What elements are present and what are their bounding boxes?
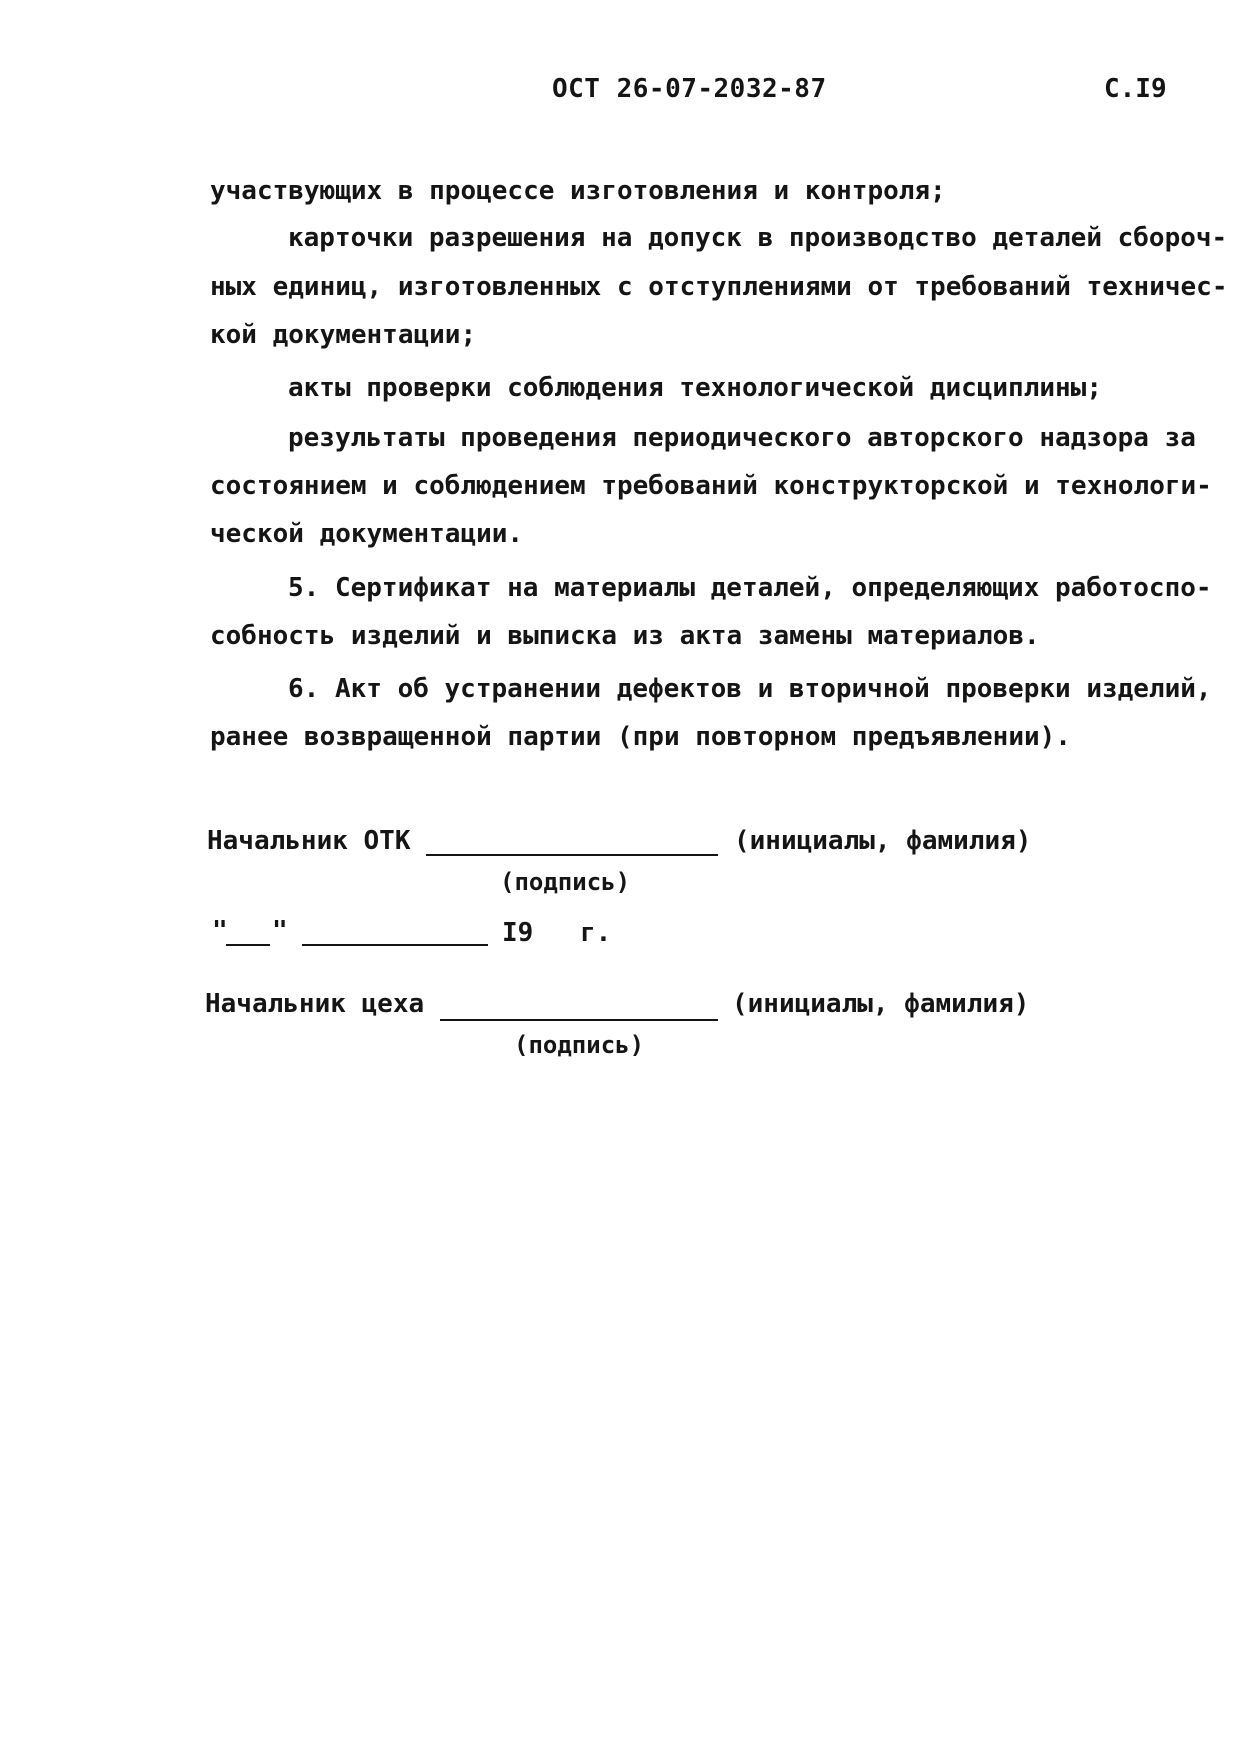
date-day-line	[226, 944, 270, 946]
standard-code: ОСТ 26-07-2032-87	[552, 74, 827, 104]
page-number: С.I9	[1104, 74, 1167, 104]
otk-head-title: Начальник ОТК	[207, 826, 411, 856]
date-month-line	[302, 944, 488, 946]
text-line: кой документации;	[210, 320, 477, 350]
text-line: ных единиц, изготовленных с отступлениями от требований техничес-	[210, 272, 1228, 302]
text-line: карточки разрешения на допуск в производство деталей сбороч-	[288, 223, 1228, 253]
text-line: собность изделий и выписка из акта замены материалов.	[210, 621, 1040, 651]
text-line: 6. Акт об устранении дефектов и вторичной проверки изделий,	[288, 674, 1212, 704]
workshop-signature-line	[440, 1019, 718, 1021]
otk-signature-line	[426, 854, 718, 856]
date-year-suffix: г.	[580, 918, 612, 948]
date-year: I9	[502, 918, 534, 948]
text-line: ранее возвращенной партии (при повторном предъявлении).	[210, 722, 1071, 752]
workshop-name-hint: (инициалы, фамилия)	[732, 989, 1030, 1019]
text-line: ческой документации.	[210, 519, 524, 549]
date-open-quote: "	[212, 916, 228, 946]
text-line: состоянием и соблюдением требований конструкторской и технологи-	[210, 471, 1212, 501]
text-line: результаты проведения периодического авторского надзора за	[288, 423, 1196, 453]
workshop-head-title: Начальник цеха	[205, 989, 425, 1019]
date-close-quote: "	[272, 916, 288, 946]
text-line: акты проверки соблюдения технологической дисциплины;	[288, 373, 1102, 403]
text-line: участвующих в процессе изготовления и контроля;	[210, 176, 946, 206]
otk-signature-hint: (подпись)	[500, 868, 631, 896]
text-line: 5. Сертификат на материалы деталей, определяющих работоспо-	[288, 573, 1212, 603]
otk-name-hint: (инициалы, фамилия)	[734, 826, 1032, 856]
workshop-signature-hint: (подпись)	[514, 1031, 645, 1059]
